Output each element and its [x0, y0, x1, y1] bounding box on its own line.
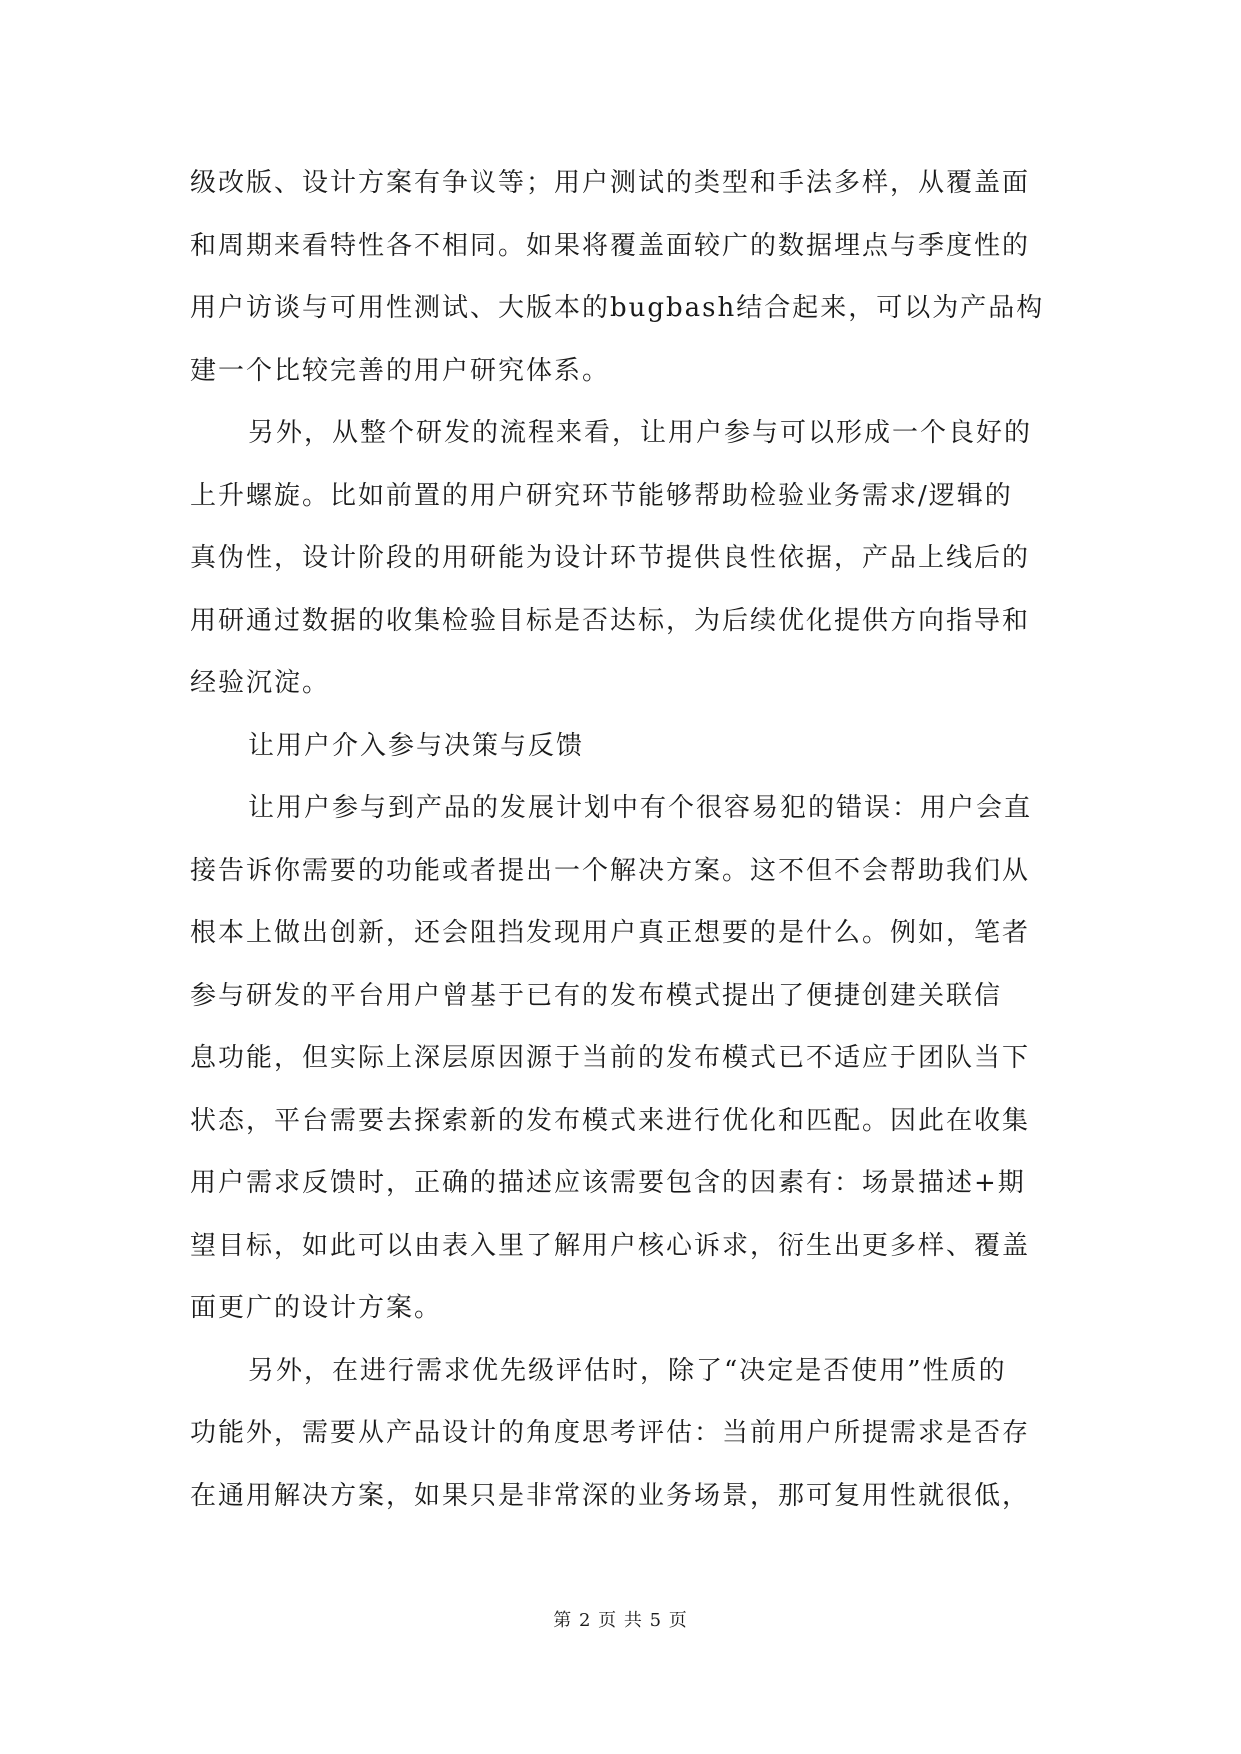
text-line: 功能外，需要从产品设计的角度思考评估：当前用户所提需求是否存	[190, 1418, 1031, 1448]
text-line: 参与研发的平台用户曾基于已有的发布模式提出了便捷创建关联信	[190, 980, 1003, 1011]
text-line: 在通用解决方案，如果只是非常深的业务场景，那可复用性就很低，	[190, 1480, 1031, 1511]
body-text	[190, 152, 1050, 1527]
text-line: 望目标，如此可以由表入里了解用户核心诉求，衍生出更多样、覆盖	[190, 1230, 1031, 1261]
text-line: 和周期来看特性各不相同。如果将覆盖面较广的数据埋点与季度性的	[190, 230, 1031, 261]
text-line: 让用户参与到产品的发展计划中有个很容易犯的错误：用户会直	[248, 793, 1033, 823]
text-line: 另外，在进行需求优先级评估时，除了“决定是否使用”性质的	[248, 1355, 1007, 1386]
text-line: 息功能，但实际上深层原因源于当前的发布模式已不适应于团队当下	[190, 1043, 1031, 1073]
text-line: 真伪性，设计阶段的用研能为设计环节提供良性依据，产品上线后的	[190, 543, 1031, 573]
text-line: 用研通过数据的收集检验目标是否达标，为后续优化提供方向指导和	[190, 605, 1031, 636]
text-line: 接告诉你需要的功能或者提出一个解决方案。这不但不会帮助我们从	[190, 855, 1031, 886]
text-line: 上升螺旋。比如前置的用户研究环节能够帮助检验业务需求/逻辑的	[190, 480, 1013, 511]
text-line: 用户需求反馈时，正确的描述应该需要包含的因素有：场景描述+期	[190, 1168, 1026, 1198]
text-line: 经验沉淀。	[190, 668, 331, 698]
text-line: 另外，从整个研发的流程来看，让用户参与可以形成一个良好的	[248, 418, 1033, 448]
text-line: 建一个比较完善的用户研究体系。	[190, 355, 611, 386]
text-line: 状态，平台需要去探索新的发布模式来进行优化和匹配。因此在收集	[190, 1105, 1031, 1136]
text-line: 级改版、设计方案有争议等；用户测试的类型和手法多样，从覆盖面	[190, 168, 1031, 198]
text-line: 面更广的设计方案。	[190, 1293, 443, 1323]
page-footer: 第 2 页 共 5 页	[553, 1610, 688, 1631]
text-line: 用户访谈与可用性测试、大版本的bugbash结合起来，可以为产品构	[190, 293, 1045, 323]
text-line: 让用户介入参与决策与反馈	[248, 730, 585, 761]
text-line: 根本上做出创新，还会阻挡发现用户真正想要的是什么。例如，笔者	[190, 918, 1031, 948]
